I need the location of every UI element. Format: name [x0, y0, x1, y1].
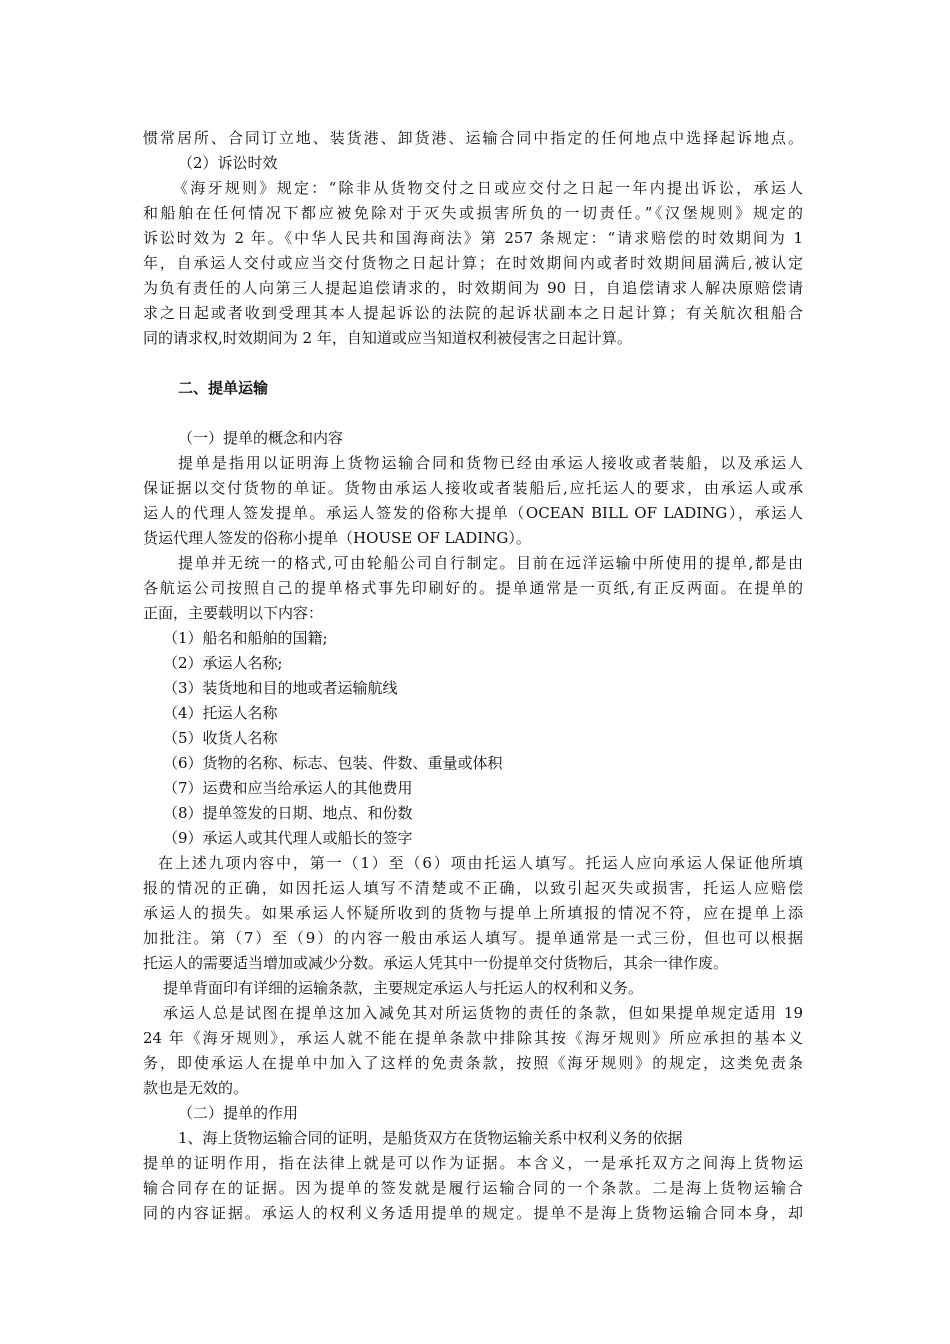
text-line: 惯常居所、合同订立地、装货港、卸货港、运输合同中指定的任何地点中选择起诉地点。	[143, 129, 803, 147]
text-line: 提单背面印有详细的运输条款，主要规定承运人与托运人的权利和义务。	[163, 979, 644, 997]
text-line: 报的情况的正确，如因托运人填写不清楚或不正确，以致引起灭失或损害，托运人应赔偿	[143, 879, 803, 897]
list-item: （3）装货地和目的地或者运输航线	[163, 679, 398, 697]
subsection-heading: （一）提单的概念和内容	[178, 429, 344, 447]
text-line: 加批注。第（7）至（9）的内容一般由承运人填写。提单通常是一式三份，但也可以根据	[143, 929, 803, 947]
text-line: 托运人的需要适当增加或减少分数。承运人凭其中一份提单交付货物后，其余一律作废。	[143, 954, 729, 972]
text-line: 诉讼时效为 2 年。《中华人民共和国海商法》第 257 条规定：“请求赔偿的时效期间为 1	[143, 229, 803, 247]
text-line: 提单并无统一的格式,可由轮船公司自行制定。目前在远洋运输中所使用的提单,都是由	[178, 554, 803, 572]
list-item: （2）承运人名称;	[163, 654, 283, 672]
list-item: （1）船名和船舶的国籍;	[163, 629, 328, 647]
text-line: 年，自承运人交付或应当交付货物之日起计算；在时效期间内或者时效期间届满后,被认定	[143, 254, 803, 272]
section-heading: 二、提单运输	[178, 379, 269, 397]
text-line: 正面，主要载明以下内容：	[143, 604, 324, 622]
list-item: （5）收货人名称	[163, 729, 278, 747]
subsection-heading: （2）诉讼时效	[178, 154, 278, 172]
list-item: （4）托运人名称	[163, 704, 278, 722]
text-line: 各航运公司按照自己的提单格式事先印刷好的。提单通常是一页纸,有正反两面。在提单的	[143, 579, 803, 597]
text-line: 保证据以交付货物的单证。货物由承运人接收或者装船后,应托运人的要求，由承运人或承	[143, 479, 803, 497]
text-line: 承运人的损失。如果承运人怀疑所收到的货物与提单上所填报的情况不符，应在提单上添	[143, 904, 803, 922]
text-line: 为负有责任的人向第三人提起追偿请求的，时效期间为 90 日，自追偿请求人解决原赔偿请	[143, 279, 803, 297]
list-item: （9）承运人或其代理人或船长的签字	[163, 829, 413, 847]
text-line: 运人的代理人签发提单。承运人签发的俗称大提单（OCEAN BILL OF LADING），承运人	[143, 504, 803, 522]
text-line: 款也是无效的。	[143, 1079, 249, 1097]
text-line: 在上述九项内容中，第一（1）至（6）项由托运人填写。托运人应向承运人保证他所填	[158, 854, 803, 872]
list-item: （7）运费和应当给承运人的其他费用	[163, 779, 413, 797]
text-line: 24 年《海牙规则》，承运人就不能在提单条款中排除其按《海牙规则》所应承担的基本义	[143, 1029, 803, 1047]
list-item: （8）提单签发的日期、地点、和份数	[163, 804, 413, 822]
text-line: 承运人总是试图在提单这加入减免其对所运货物的责任的条款，但如果提单规定适用 19	[163, 1004, 803, 1022]
text-line: 和船舶在任何情况下都应被免除对于灭失或损害所负的一切责任。”《汉堡规则》规定的	[143, 204, 803, 222]
text-line: 求之日起或者收到受理其本人提起诉讼的法院的起诉状副本之日起计算；有关航次租船合	[143, 304, 803, 322]
list-item: （6）货物的名称、标志、包装、件数、重量或体积	[163, 754, 503, 772]
text-line: 同的内容证据。承运人的权利义务适用提单的规定。提单不是海上货物运输合同本身，却	[143, 1204, 803, 1222]
text-line: 输合同存在的证据。因为提单的签发就是履行运输合同的一个条款。二是海上货物运输合	[143, 1179, 803, 1197]
text-line: 货运代理人签发的俗称小提单（HOUSE OF LADING）。	[143, 529, 531, 547]
text-line: 提单是指用以证明海上货物运输合同和货物已经由承运人接收或者装船，以及承运人	[178, 454, 803, 472]
text-line: 1、海上货物运输合同的证明，是船货双方在货物运输关系中权利义务的依据	[178, 1129, 683, 1147]
text-line: 同的请求权,时效期间为 2 年，自知道或应当知道权利被侵害之日起计算。	[143, 329, 632, 347]
text-line: 务，即使承运人在提单中加入了这样的免责条款，按照《海牙规则》的规定，这类免责条	[143, 1054, 803, 1072]
subsection-heading: （二）提单的作用	[178, 1104, 299, 1122]
text-line: 《海牙规则》规定：“除非从货物交付之日或应交付之日起一年内提出诉讼，承运人	[173, 179, 803, 197]
text-line: 提单的证明作用，指在法律上就是可以作为证据。本含义，一是承托双方之间海上货物运	[143, 1154, 803, 1172]
